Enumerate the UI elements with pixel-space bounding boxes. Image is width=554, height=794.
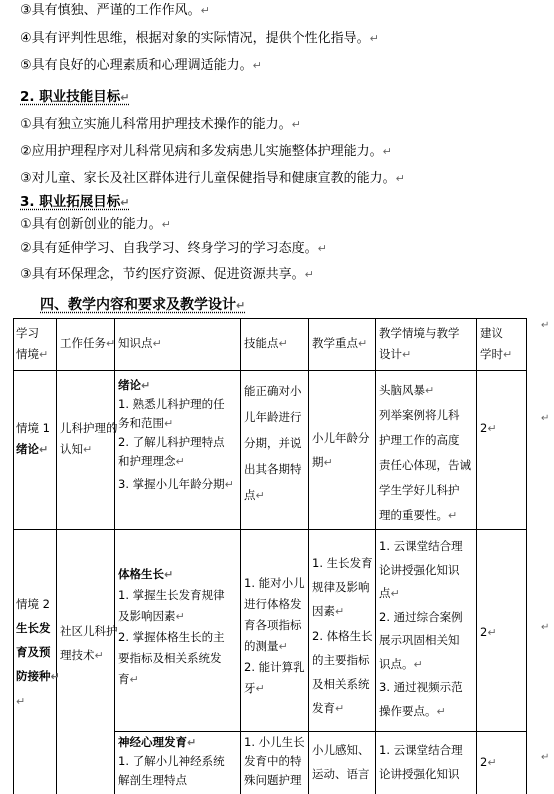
table-border bbox=[13, 318, 14, 794]
table-border bbox=[13, 318, 526, 319]
header-situation: 学习 情境↵ bbox=[16, 326, 49, 361]
table-border bbox=[526, 318, 527, 794]
table-border bbox=[13, 529, 526, 530]
row3-skill: 1. 小儿生长 发育中的特 殊问题护理 bbox=[244, 735, 305, 787]
row-end-mark: ↵ bbox=[541, 622, 550, 633]
row3-hours: 2↵ bbox=[480, 755, 497, 769]
row1-hours: 2↵ bbox=[480, 421, 497, 435]
objective-line: ③对儿童、家长及社区群体进行儿童保健指导和健康宣教的能力。↵ bbox=[20, 171, 405, 186]
table-border bbox=[114, 318, 115, 794]
objective-line: ①具有创新创业的能力。↵ bbox=[20, 217, 171, 232]
objective-line: ①具有独立实施儿科常用护理技术操作的能力。↵ bbox=[20, 117, 301, 132]
row-end-mark: ↵ bbox=[541, 413, 550, 424]
row3-design: 1. 云课堂结合理 论讲授强化知识 bbox=[379, 743, 463, 781]
row2-hours: 2↵ bbox=[480, 625, 497, 639]
row-end-mark: ↵ bbox=[541, 752, 550, 763]
table-border bbox=[56, 318, 57, 794]
header-task: 工作任务↵ bbox=[60, 336, 116, 350]
row2-situation: 情境 2 生长发 育及预 防接种↵ ↵ bbox=[16, 597, 60, 708]
row1-design: 头脑风暴↵ 列举案例将儿科 护理工作的高度 责任心体现，告诫 学生学好儿科护 理的重要性。↵ bbox=[379, 383, 471, 522]
header-skill: 技能点↵ bbox=[244, 336, 288, 350]
section-heading: 3. 职业拓展目标↵ bbox=[20, 194, 130, 210]
table-border bbox=[240, 318, 241, 794]
table-border bbox=[375, 318, 376, 794]
objective-line: ④具有评判性思维，根据对象的实际情况，提供个性化指导。↵ bbox=[20, 31, 379, 46]
row2-design: 1. 云课堂结合理 论讲授强化知识 点↵ 2. 通过综合案例 展示巩固相关知 识点。↵ 3. 通过视频示范 操作要点。↵ bbox=[379, 539, 463, 718]
table-border bbox=[114, 731, 526, 732]
row2-skill: 1. 能对小儿 进行体格发 育各项指标 的测量↵ 2. 能计算乳 牙↵ bbox=[244, 576, 305, 695]
row2-task: 社区儿科护 理技术↵ bbox=[60, 624, 118, 662]
section-title: 四、教学内容和要求及教学设计↵ bbox=[40, 297, 246, 313]
row2-focus: 1. 生长发育 规律及影响 因素↵ 2. 体格生长 的主要指标 及相关系统 发育↵ bbox=[312, 556, 373, 715]
header-design: 教学情境与教学 设计↵ bbox=[379, 326, 460, 361]
header-hours: 建议 学时↵ bbox=[480, 326, 513, 361]
teaching-design-table bbox=[13, 318, 550, 794]
table-border bbox=[476, 318, 477, 794]
row1-focus: 小儿年龄分 期↵ bbox=[312, 431, 370, 469]
objective-line: ②具有延伸学习、自我学习、终身学习的学习态度。↵ bbox=[20, 241, 327, 256]
objective-line: ③具有慎独、严谨的工作作风。↵ bbox=[20, 3, 210, 18]
row3-focus: 小儿感知、 运动、语言 bbox=[312, 743, 370, 781]
objective-line: ②应用护理程序对儿科常见病和多发病患儿实施整体护理能力。↵ bbox=[20, 144, 392, 159]
row1-knowledge: 绪论↵ 1. 熟悉儿科护理的任 务和范围↵ 2. 了解儿科护理特点 和护理理念↵ 3. 掌握小儿年龄分期↵ bbox=[118, 378, 234, 491]
row1-skill: 能正确对小 儿年龄进行 分期，并说 出其各期特 点↵ bbox=[244, 384, 302, 502]
row-end-mark: ↵ bbox=[541, 320, 550, 331]
table-border bbox=[13, 370, 526, 371]
objective-line: ③具有环保理念，节约医疗资源、促进资源共享。↵ bbox=[20, 267, 314, 282]
header-focus: 教学重点↵ bbox=[312, 336, 368, 350]
row1-situation: 情境 1 绪论↵ bbox=[16, 421, 50, 456]
row3-knowledge: 神经心理发育↵ 1. 了解小儿神经系统 解剖生理特点 bbox=[118, 735, 225, 787]
header-knowledge: 知识点↵ bbox=[118, 336, 162, 350]
table-border bbox=[308, 318, 309, 794]
row2-knowledge: 体格生长↵ 1. 掌握生长发育规律 及影响因素↵ 2. 掌握体格生长的主 要指标及相关系统发 育↵ bbox=[118, 567, 225, 686]
row1-task: 儿科护理的 认知↵ bbox=[60, 421, 118, 456]
section-heading: 2. 职业技能目标↵ bbox=[20, 89, 130, 105]
objective-line: ⑤具有良好的心理素质和心理调适能力。↵ bbox=[20, 58, 262, 73]
